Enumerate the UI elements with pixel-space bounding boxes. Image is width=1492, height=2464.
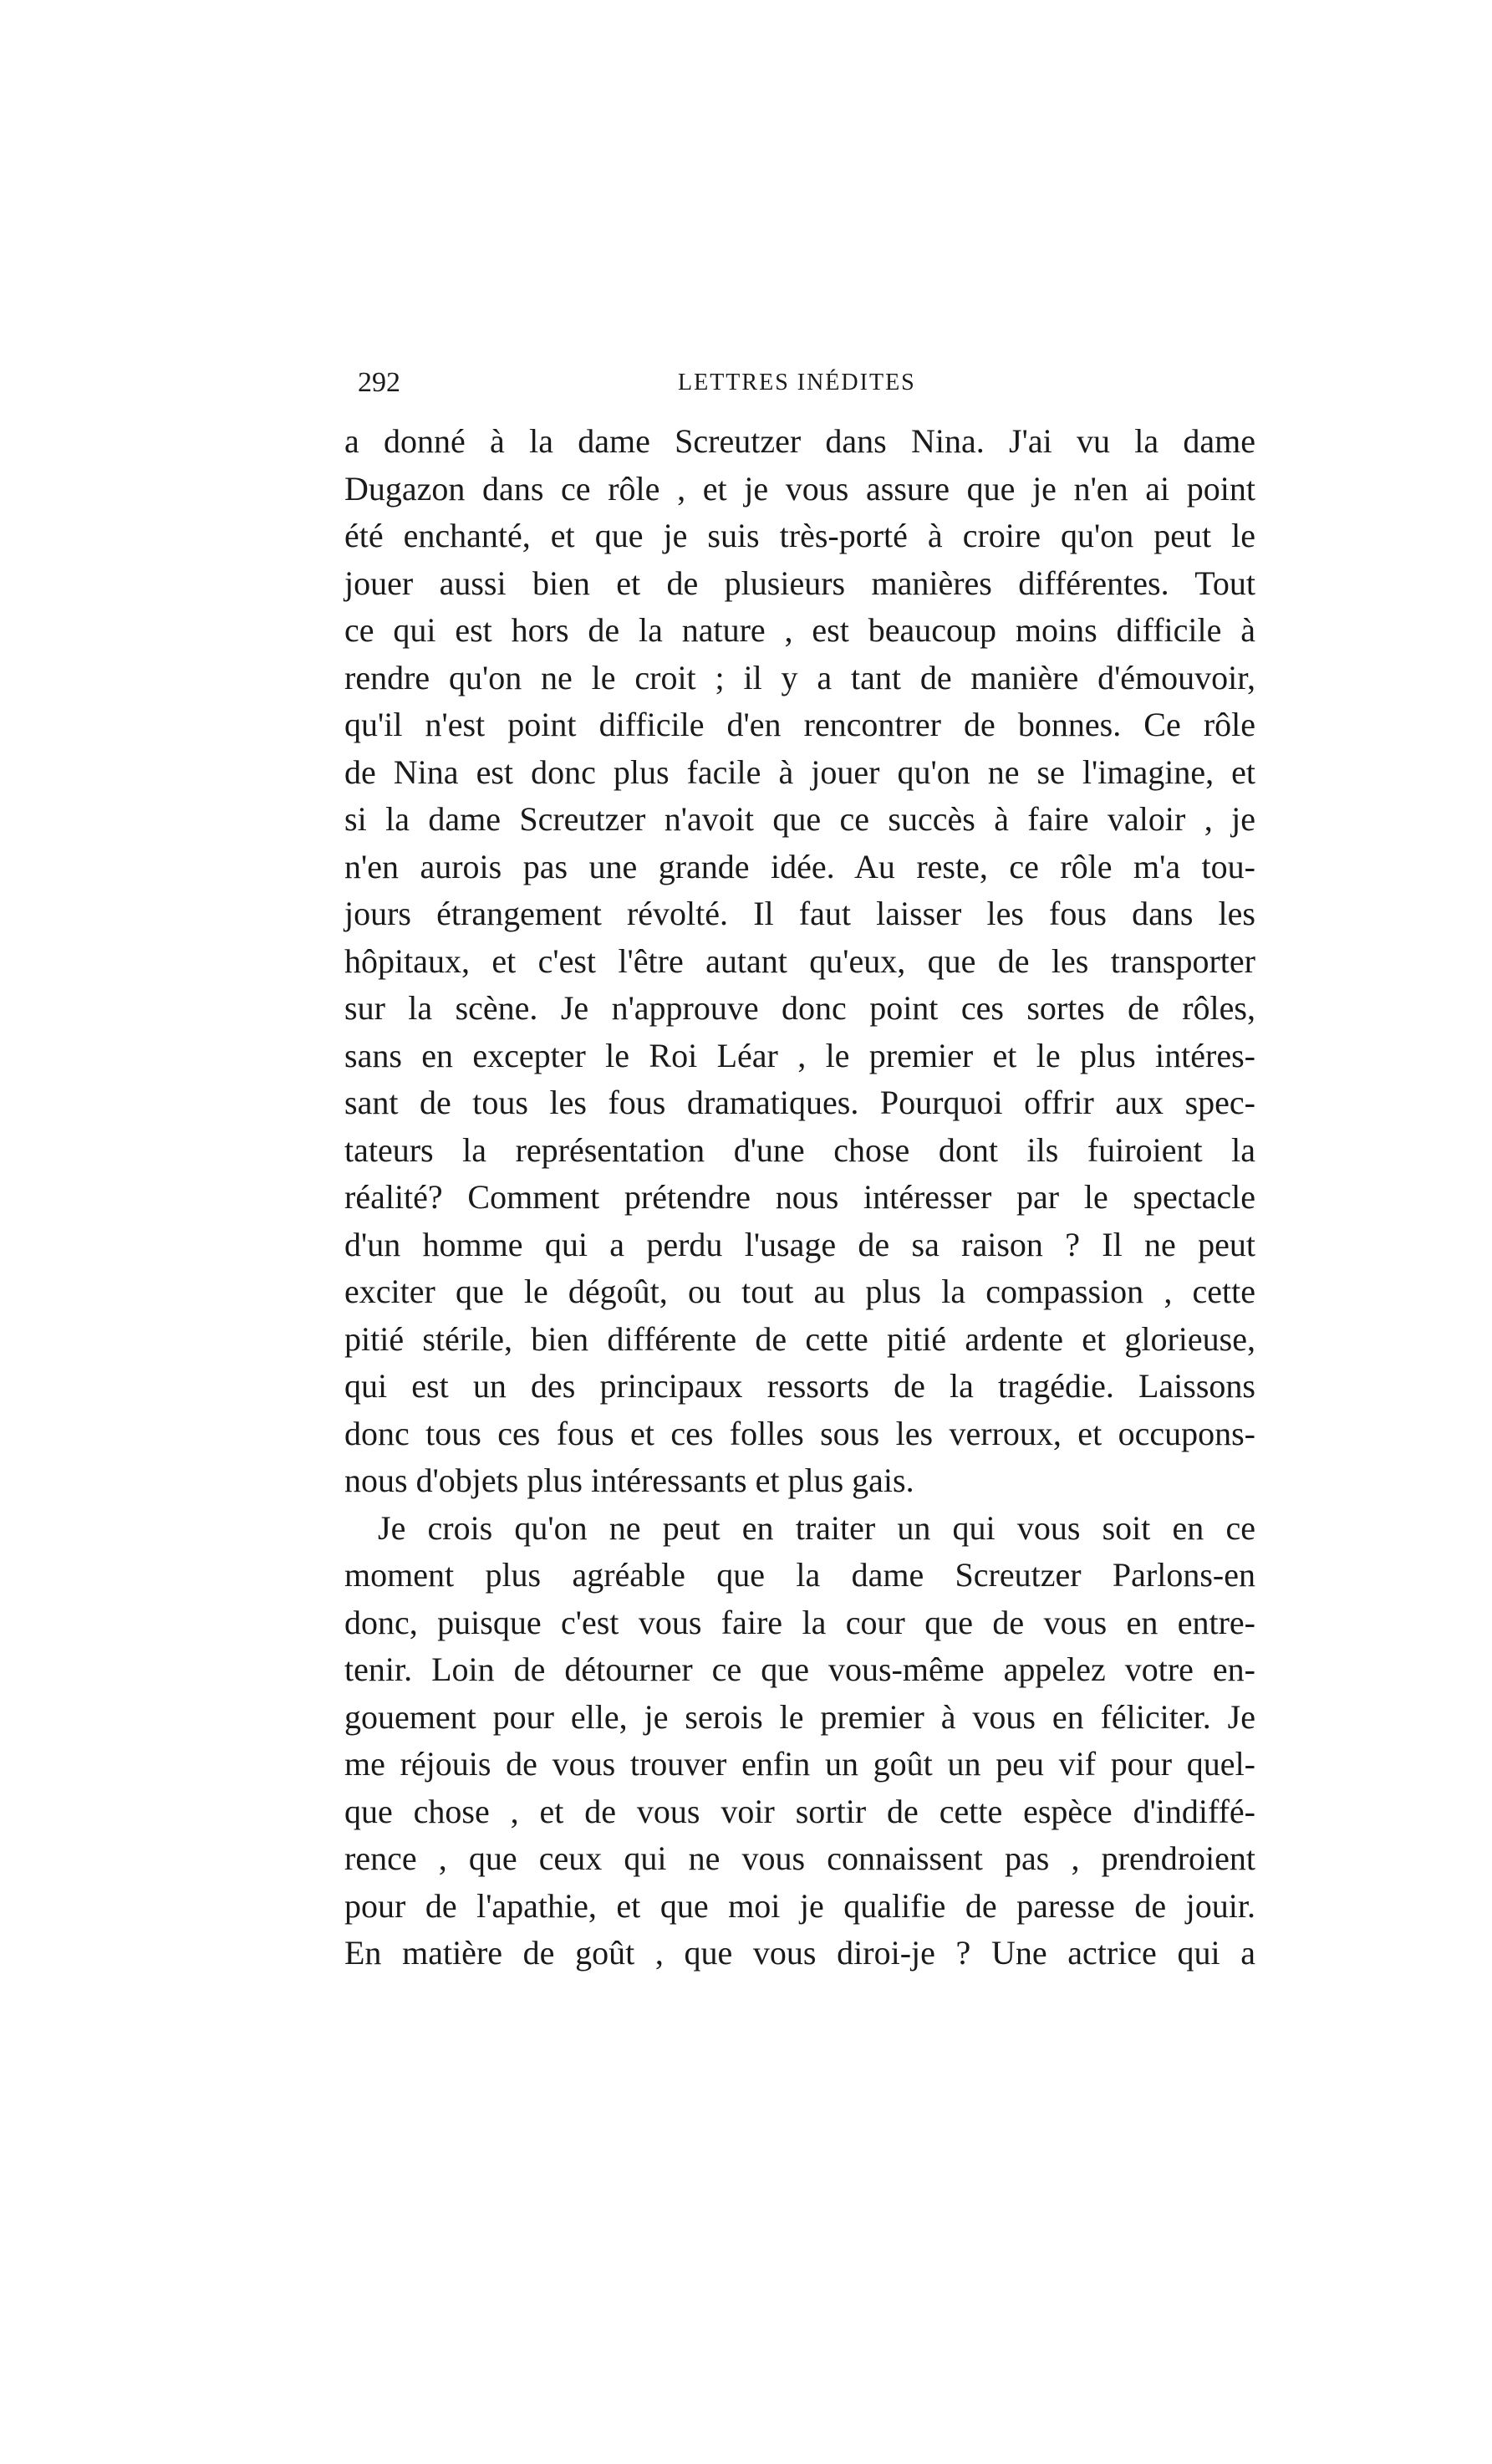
text-line: donc, puisque c'est vous faire la cour que de vous en entre- — [344, 1603, 1255, 1641]
text-line: hôpitaux, et c'est l'être autant qu'eux, que de les transporter — [344, 941, 1255, 980]
text-line: jouer aussi bien et de plusieurs manières différentes. Tout — [344, 564, 1255, 602]
text-line: d'un homme qui a perdu l'usage de sa raison ? Il ne peut — [344, 1225, 1255, 1263]
running-head — [358, 358, 1246, 408]
text-line: nous d'objets plus intéressants et plus gais. — [344, 1462, 914, 1499]
text-line: a donné à la dame Screutzer dans Nina. J'ai vu la dame — [344, 422, 1255, 460]
text-line: si la dame Screutzer n'avoit que ce succès à faire valoir , je — [344, 800, 1255, 838]
text-line: sans en excepter le Roi Léar , le premier et le plus intéres- — [344, 1036, 1255, 1074]
text-line: sur la scène. Je n'approuve donc point ces sortes de rôles, — [344, 989, 1255, 1027]
text-line: tenir. Loin de détourner ce que vous-même appelez votre en- — [344, 1650, 1255, 1688]
text-line: rence , que ceux qui ne vous connaissent pas , prendroient — [344, 1839, 1255, 1877]
text-line: exciter que le dégoût, ou tout au plus la compassion , cette — [344, 1273, 1255, 1310]
text-line: En matière de goût , que vous diroi-je ? Une actrice qui a — [344, 1934, 1255, 1972]
text-line: été enchanté, et que je suis très-porté à croire qu'on peut le — [344, 517, 1255, 554]
text-line: Dugazon dans ce rôle , et je vous assure que je n'en ai point — [344, 469, 1255, 508]
text-line: donc tous ces fous et ces folles sous les verroux, et occupons- — [344, 1414, 1255, 1452]
text-line: pitié stérile, bien différente de cette pitié ardente et glorieuse, — [344, 1319, 1255, 1358]
text-line: tateurs la représentation d'une chose dont ils fuiroient la — [344, 1130, 1255, 1169]
body-text — [344, 418, 1255, 1977]
running-title: LETTRES INÉDITES — [678, 370, 916, 395]
text-line: qui est un des principaux ressorts de la tragédie. Laissons — [344, 1367, 1255, 1405]
paragraph-1 — [344, 418, 1255, 1505]
text-line: gouement pour elle, je serois le premier à vous en féliciter. Je — [344, 1697, 1255, 1736]
page-number: 292 — [358, 367, 400, 398]
text-line: jours étrangement révolté. Il faut laisser les fous dans les — [344, 895, 1255, 932]
text-line: me réjouis de vous trouver enfin un goût un peu vif pour quel- — [344, 1745, 1255, 1783]
text-line: moment plus agréable que la dame Screutzer Parlons-en — [344, 1556, 1255, 1594]
text-line: n'en aurois pas une grande idée. Au reste, ce rôle m'a tou- — [344, 847, 1255, 885]
text-line: ce qui est hors de la nature , est beaucoup moins difficile à — [344, 611, 1255, 649]
text-line: réalité? Comment prétendre nous intéresser par le spectacle — [344, 1178, 1255, 1216]
paragraph-2 — [344, 1505, 1255, 1977]
text-line: qu'il n'est point difficile d'en rencontrer de bonnes. Ce rôle — [344, 706, 1255, 743]
text-line: pour de l'apathie, et que moi je qualifie de paresse de jouir. — [344, 1886, 1255, 1925]
text-line: que chose , et de vous voir sortir de cette espèce d'indiffé- — [344, 1792, 1255, 1830]
text-line: de Nina est donc plus facile à jouer qu'on ne se l'imagine, et — [344, 752, 1255, 791]
text-line: Je crois qu'on ne peut en traiter un qui vous soit en ce — [378, 1508, 1255, 1547]
text-line: rendre qu'on ne le croit ; il y a tant de manière d'émouvoir, — [344, 658, 1255, 696]
text-line: sant de tous les fous dramatiques. Pourquoi offrir aux spec- — [344, 1084, 1255, 1121]
